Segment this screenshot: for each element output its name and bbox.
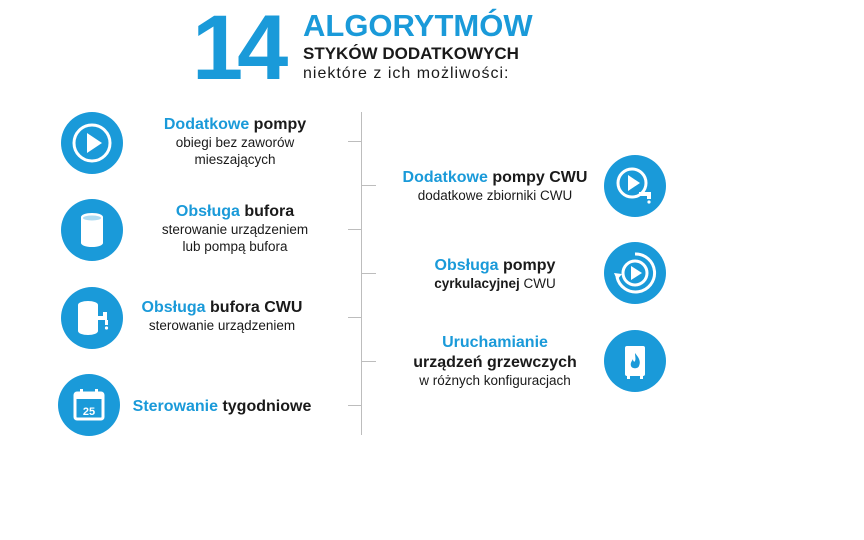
item-head: pompy CWU [492,169,588,186]
timeline-tick [348,229,362,230]
item-head-accent: Uruchamianie [442,334,548,351]
item-head: bufora CWU [210,299,303,316]
item-desc: dodatkowe zbiorniki CWU [417,188,573,203]
item-desc-bold: cyrkulacyjnej [434,276,520,291]
item-sterowanie-tygodniowe [122,397,322,417]
timeline-tick [348,141,362,142]
item-head-accent: Obsługa [175,203,240,220]
item-obsluga-pompy [390,256,600,293]
item-obsluga-bufora [130,202,340,256]
tank-icon [61,199,123,261]
item-head-accent: Dodatkowe [163,116,250,133]
calendar-day: 25 [82,406,96,418]
item-head: bufora [244,203,295,220]
header-subtitle: STYKÓW DODATKOWYCH [303,44,519,63]
item-head-accent: Dodatkowe [402,169,488,186]
pump-tap-icon [604,155,666,217]
item-desc: obiegi bez zaworów [175,135,295,150]
item-head-accent: Obsługa [434,257,499,274]
item-head-accent: Sterowanie [132,398,218,415]
timeline-tick [348,405,362,406]
item-head: pompy [253,116,307,133]
item-desc: CWU [523,276,556,291]
algorithm-count: 14 [192,0,283,99]
item-head: tygodniowe [222,398,312,415]
item-desc: sterowanie urządzeniem [148,318,296,333]
item-dodatkowe-pompy [130,115,340,169]
timeline-tick [362,185,376,186]
item-dodatkowe-pompy-cwu [390,168,600,205]
item-head: pompy [503,257,556,274]
item-head: urządzeń grzewczych [413,354,577,371]
play-icon [61,112,123,174]
header-tagline: niektóre z ich możliwości: [303,65,510,82]
boiler-flame-icon [604,330,666,392]
item-uruchamianie [390,333,600,390]
item-desc: lub pompą bufora [182,238,288,254]
circulation-pump-icon [604,242,666,304]
item-head-accent: Obsługa [141,299,206,316]
item-desc: mieszających [194,151,276,167]
calendar-icon [58,374,120,436]
timeline-tick [362,361,376,362]
header-title: ALGORYTMÓW [303,8,533,43]
item-desc: sterowanie urządzeniem [161,222,309,237]
item-desc: w różnych konfiguracjach [419,373,571,388]
timeline-tick [362,273,376,274]
timeline-tick [348,317,362,318]
tank-tap-icon [61,287,123,349]
item-obsluga-bufora-cwu [117,298,327,335]
